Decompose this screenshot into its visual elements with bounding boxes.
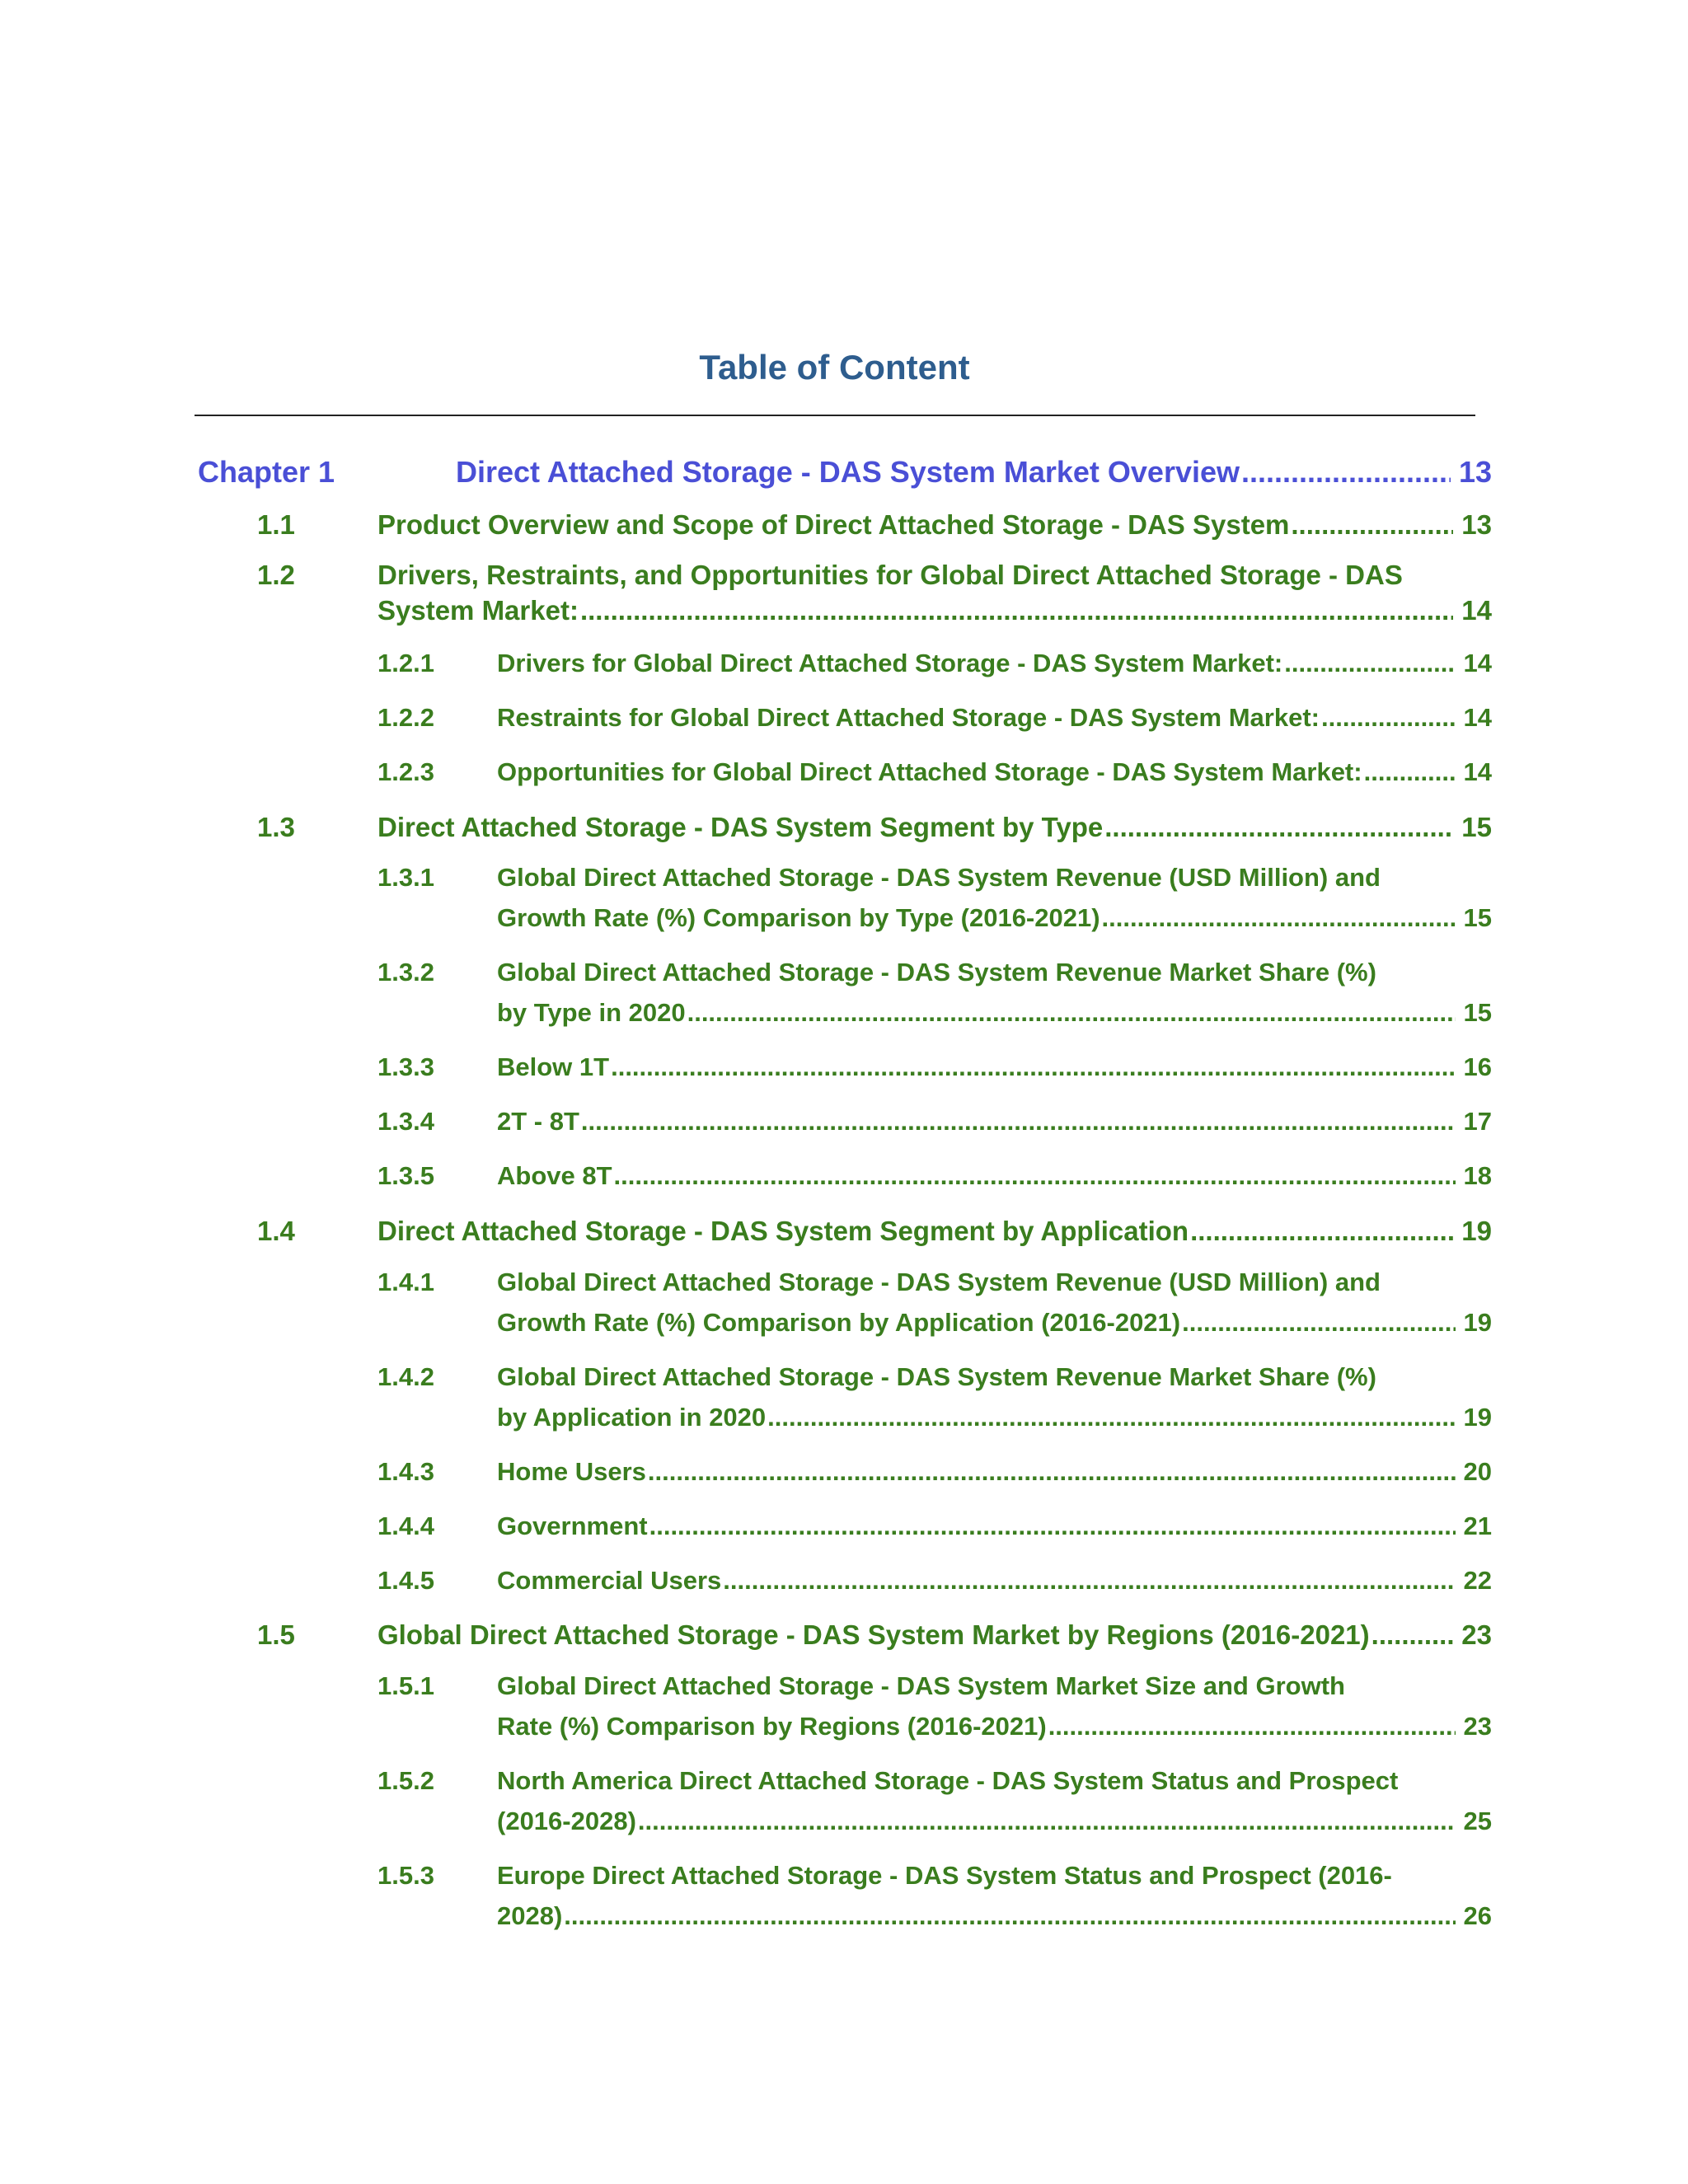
toc-entry-number: 1.4.2 [377,1362,434,1391]
toc-entry-page: 14 [1463,703,1492,732]
toc-entry-number: 1.3.3 [377,1052,434,1081]
toc-entry-title: Global Direct Attached Storage - DAS System Revenue Market Share (%) [497,1362,1376,1391]
toc-entry-page: 15 [1461,812,1492,842]
dot-leader [649,1506,1456,1546]
toc-entry-title: Europe Direct Attached Storage - DAS System Status and Prospect (2016- [497,1861,1392,1890]
toc-entry-title: Home Users [497,1457,646,1486]
toc-entry-page: 14 [1461,595,1492,626]
dot-leader [1104,807,1453,847]
toc-entry-page: 13 [1458,455,1492,489]
dot-leader [614,1155,1456,1196]
toc-entry-page: 19 [1463,1403,1492,1432]
toc-entry-title-cont: 2028) [497,1901,563,1930]
toc-entry-page: 14 [1463,649,1492,677]
toc-entry-title: Government [497,1511,648,1540]
toc-entry-title: 2T - 8T [497,1107,579,1136]
toc-entry-number: 1.3.1 [377,863,434,892]
toc-entry-number: 1.3.5 [377,1161,434,1190]
toc-entry-title-cont: Growth Rate (%) Comparison by Application (2016-2021) [497,1308,1181,1337]
toc-entry-title: Global Direct Attached Storage - DAS System Revenue (USD Million) and [497,863,1381,892]
dot-leader [723,1560,1455,1601]
page-title: Table of Content [699,348,970,387]
toc-entry-number: 1.4 [257,1216,295,1246]
toc-entry-title: Global Direct Attached Storage - DAS System Revenue Market Share (%) [497,958,1376,987]
toc-entry-title: North America Direct Attached Storage - DAS System Status and Prospect [497,1766,1399,1795]
toc-entry-title: Direct Attached Storage - DAS System Segment by Type [377,812,1104,842]
dot-leader [648,1451,1456,1492]
toc-entry-title: Drivers, Restraints, and Opportunities for Global Direct Attached Storage - DAS [377,560,1403,590]
toc-entry-page: 21 [1463,1511,1492,1540]
toc-entry-number: 1.5.3 [377,1861,434,1890]
toc-entry-title: Above 8T [497,1161,612,1190]
toc-entry-number: 1.4.3 [377,1457,434,1486]
dot-leader [1284,643,1455,683]
dot-leader [1291,504,1453,545]
toc-entry-page: 19 [1461,1216,1492,1246]
toc-entry-title-cont: Rate (%) Comparison by Regions (2016-2021) [497,1712,1047,1741]
toc-entry-title-cont: by Type in 2020 [497,998,686,1027]
dot-leader [1102,898,1456,938]
dot-leader [638,1801,1456,1841]
toc-entry-page: 15 [1463,903,1492,932]
toc-entry-number: 1.3 [257,812,295,842]
toc-entry-page: 22 [1463,1566,1492,1595]
toc-entry-number: 1.4.4 [377,1511,434,1540]
toc-entry-title: Direct Attached Storage - DAS System Market Overview [456,455,1240,489]
toc-entry-page: 23 [1461,1619,1492,1650]
toc-entry-title-cont: (2016-2028) [497,1807,636,1835]
toc-entry-title: Commercial Users [497,1566,722,1595]
dot-leader [1182,1302,1455,1343]
toc-entry-number: Chapter 1 [198,455,335,489]
dot-leader [564,1896,1455,1936]
dot-leader [611,1047,1455,1087]
toc-entry-number: 1.5.1 [377,1671,434,1700]
toc-entry-number: 1.4.5 [377,1566,434,1595]
dot-leader [1048,1706,1456,1746]
toc-entry-title: Product Overview and Scope of Direct Attached Storage - DAS System [377,509,1290,540]
dot-leader [1364,752,1456,792]
toc-entry-page: 23 [1463,1712,1492,1741]
toc-entry-page: 26 [1463,1901,1492,1930]
toc-entry-title-cont: Growth Rate (%) Comparison by Type (2016-2021) [497,903,1100,932]
toc-entry-title: Below 1T [497,1052,610,1081]
toc-entry-page: 13 [1461,509,1492,540]
toc-entry-number: 1.2.1 [377,649,434,677]
toc-entry-page: 25 [1463,1807,1492,1835]
toc-entry-title: Global Direct Attached Storage - DAS System Revenue (USD Million) and [497,1268,1381,1296]
dot-leader [580,590,1453,630]
toc-entry-page: 15 [1463,998,1492,1027]
dot-leader [687,992,1456,1033]
dot-leader [1241,452,1451,492]
toc-entry-page: 18 [1463,1161,1492,1190]
toc-entry-number: 1.2.3 [377,757,434,786]
toc-entry-number: 1.4.1 [377,1268,434,1296]
toc-entry-number: 1.2 [257,560,295,590]
toc-entry-title: Opportunities for Global Direct Attached Storage - DAS System Market: [497,757,1362,786]
toc-entry-number: 1.3.2 [377,958,434,987]
dot-leader [1372,1615,1454,1655]
toc-entry-title-cont: by Application in 2020 [497,1403,767,1432]
toc-entry-title: Restraints for Global Direct Attached Storage - DAS System Market: [497,703,1320,732]
toc-entry-number: 1.1 [257,509,295,540]
toc-entry-page: 16 [1463,1052,1492,1081]
dot-leader [1190,1211,1453,1251]
dot-leader [1321,697,1456,738]
toc-entry-number: 1.5 [257,1619,295,1650]
toc-entry-number: 1.5.2 [377,1766,434,1795]
toc-entry-title: Drivers for Global Direct Attached Storage - DAS System Market: [497,649,1283,677]
dot-leader [581,1101,1456,1141]
toc-entry-number: 1.2.2 [377,703,434,732]
toc-entry-title: Global Direct Attached Storage - DAS System Market by Regions (2016-2021) [377,1619,1370,1650]
toc-entry-number: 1.3.4 [377,1107,434,1136]
toc-entry-title: Global Direct Attached Storage - DAS System Market Size and Growth [497,1671,1345,1700]
toc-entry-page: 14 [1463,757,1492,786]
toc-entry-page: 19 [1463,1308,1492,1337]
toc-entry-page: 20 [1463,1457,1492,1486]
toc-entry-title: Direct Attached Storage - DAS System Segment by Application [377,1216,1189,1246]
toc-entry-page: 17 [1463,1107,1492,1136]
toc-entry-title-cont: System Market: [377,595,579,626]
dot-leader [767,1397,1455,1437]
